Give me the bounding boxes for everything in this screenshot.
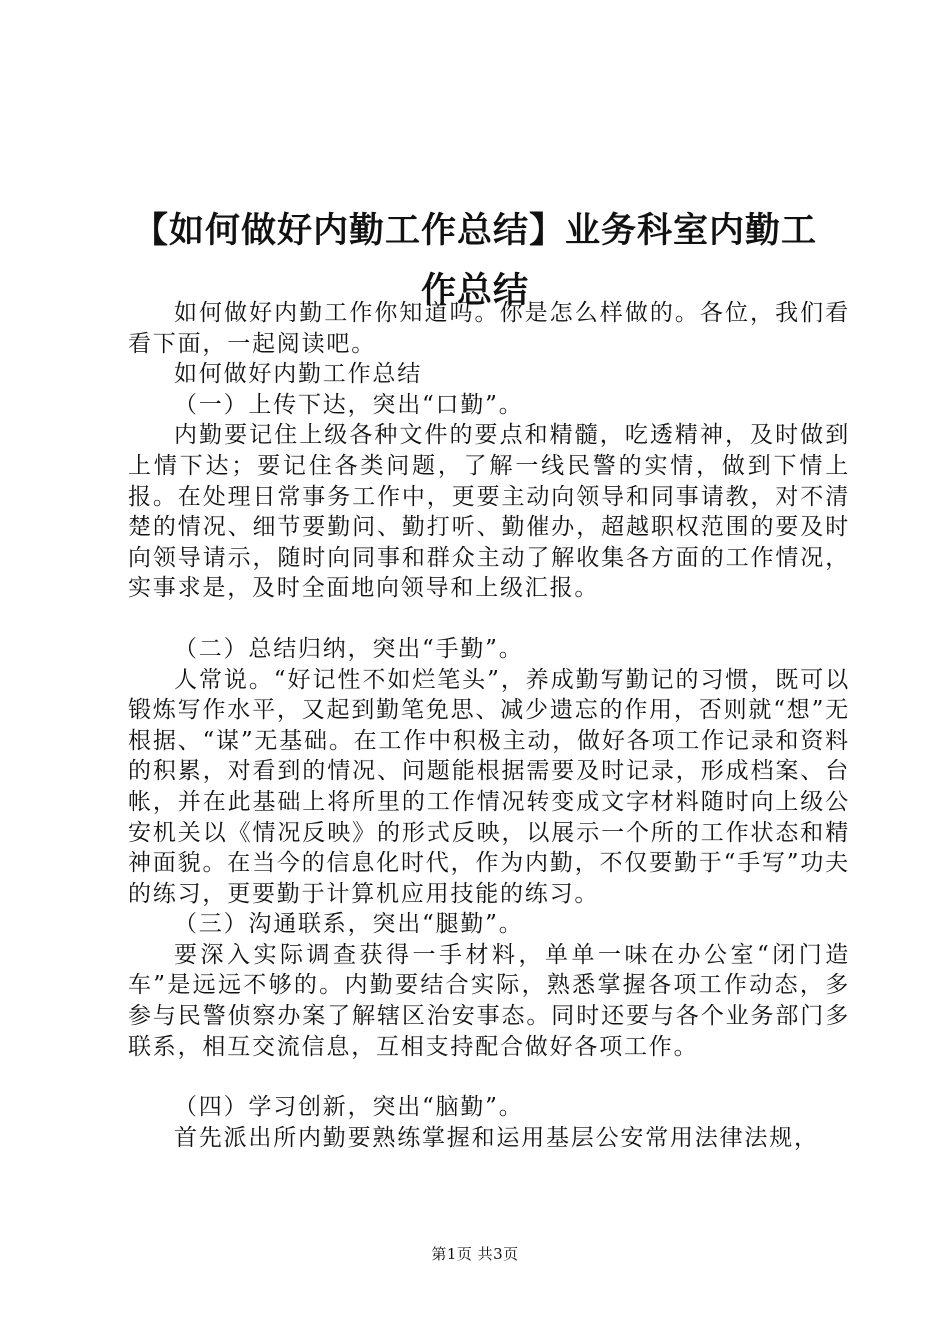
section-body-2: 人常说。“好记性不如烂笔头”，养成勤写勤记的习惯，既可以锻炼写作水平，又起到勤笔免思、减少遗忘的作用，否则就“想”无根据、“谋”无基础。在工作中积极主动，做好各项工作记录和资料的积累，对看到的情况、问题能根据需要及时记录，形成档案、台帐，并在此基础上将所里的工作情况转变成文字材料随时向上级公安机关以《情况反映》的形式反映，以展示一个所的工作状态和精神面貌。在当今的信息化时代，作为内勤，不仅要勤于“手写”功夫的练习，更要勤于计算机应用技能的练习。 [128, 666, 850, 907]
section-body-1: 内勤要记住上级各种文件的要点和精髓，吃透精神，及时做到上情下达；要记住各类问题，了解一线民警的实情，做到下情上报。在处理日常事务工作中，更要主动向领导和同事请教，对不清楚的情况、细节要勤问、勤打听、勤催办，超越职权范围的要及时向领导请示，随时向同事和群众主动了解收集各方面的工作情况，实事求是，及时全面地向领导和上级汇报。 [128, 422, 850, 602]
section-heading-1: （一）上传下达，突出“口勤”。 [174, 391, 524, 418]
section-body-4: 首先派出所内勤要熟练掌握和运用基层公安常用法律法规， [174, 1124, 819, 1151]
section-body-3: 要深入实际调查获得一手材料，单单一味在办公室“闭门造车”是远远不够的。内勤要结合实际，熟悉掌握各项工作动态，多参与民警侦察办案了解辖区治安事态。同时还要与各个业务部门多联系，相互交流信息，互相支持配合做好各项工作。 [128, 941, 850, 1060]
section-heading-4: （四）学习创新，突出“脑勤”。 [174, 1094, 524, 1121]
document-title: 【如何做好内勤工作总结】业务科室内勤工作总结 [132, 210, 817, 312]
section-heading-2: （二）总结归纳，突出“手勤”。 [174, 635, 524, 662]
page-footer: 第1页 共3页 [431, 1245, 519, 1263]
section-heading-3: （三）沟通联系，突出“腿勤”。 [174, 911, 524, 938]
intro-paragraph: 如何做好内勤工作你知道吗。你是怎么样做的。各位，我们看看下面，一起阅读吧。 [128, 300, 850, 357]
subtitle-paragraph: 如何做好内勤工作总结 [174, 361, 422, 388]
document-body [128, 298, 850, 1153]
